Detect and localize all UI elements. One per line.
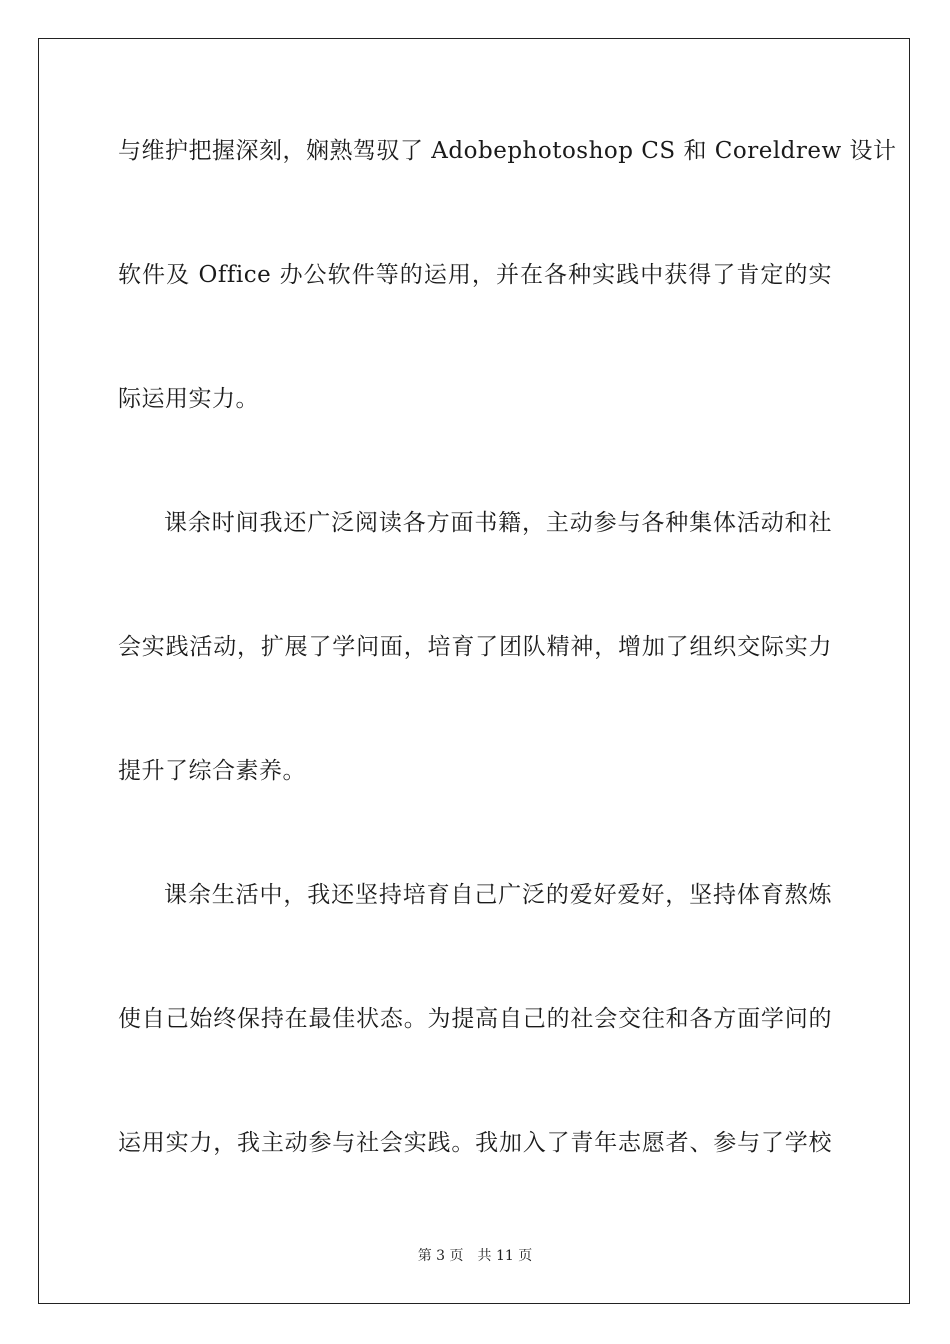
text-line: 运用实力，我主动参与社会实践。我加入了青年志愿者、参与了学校 xyxy=(118,1130,832,1156)
text-line: 课余生活中，我还坚持培育自己广泛的爱好爱好，坚持体育熬炼 xyxy=(164,882,832,908)
text-line: 软件及 Office 办公软件等的运用，并在各种实践中获得了肯定的实 xyxy=(118,262,832,288)
page-border xyxy=(38,38,910,1304)
page-total: 共 11 页 xyxy=(477,1248,533,1264)
page-footer xyxy=(0,1246,950,1266)
text-line: 提升了综合素养。 xyxy=(118,758,306,784)
page-number: 第 3 页 xyxy=(417,1248,464,1264)
text-line: 使自己始终保持在最佳状态。为提高自己的社会交往和各方面学问的 xyxy=(118,1006,832,1032)
text-line: 与维护把握深刻，娴熟驾驭了 Adobephotoshop CS 和 Coreldrew 设计 xyxy=(118,138,897,164)
text-line: 课余时间我还广泛阅读各方面书籍，主动参与各种集体活动和社 xyxy=(164,510,832,536)
text-line: 际运用实力。 xyxy=(118,386,259,412)
text-line: 会实践活动，扩展了学问面，培育了团队精神，增加了组织交际实力 xyxy=(118,634,832,660)
